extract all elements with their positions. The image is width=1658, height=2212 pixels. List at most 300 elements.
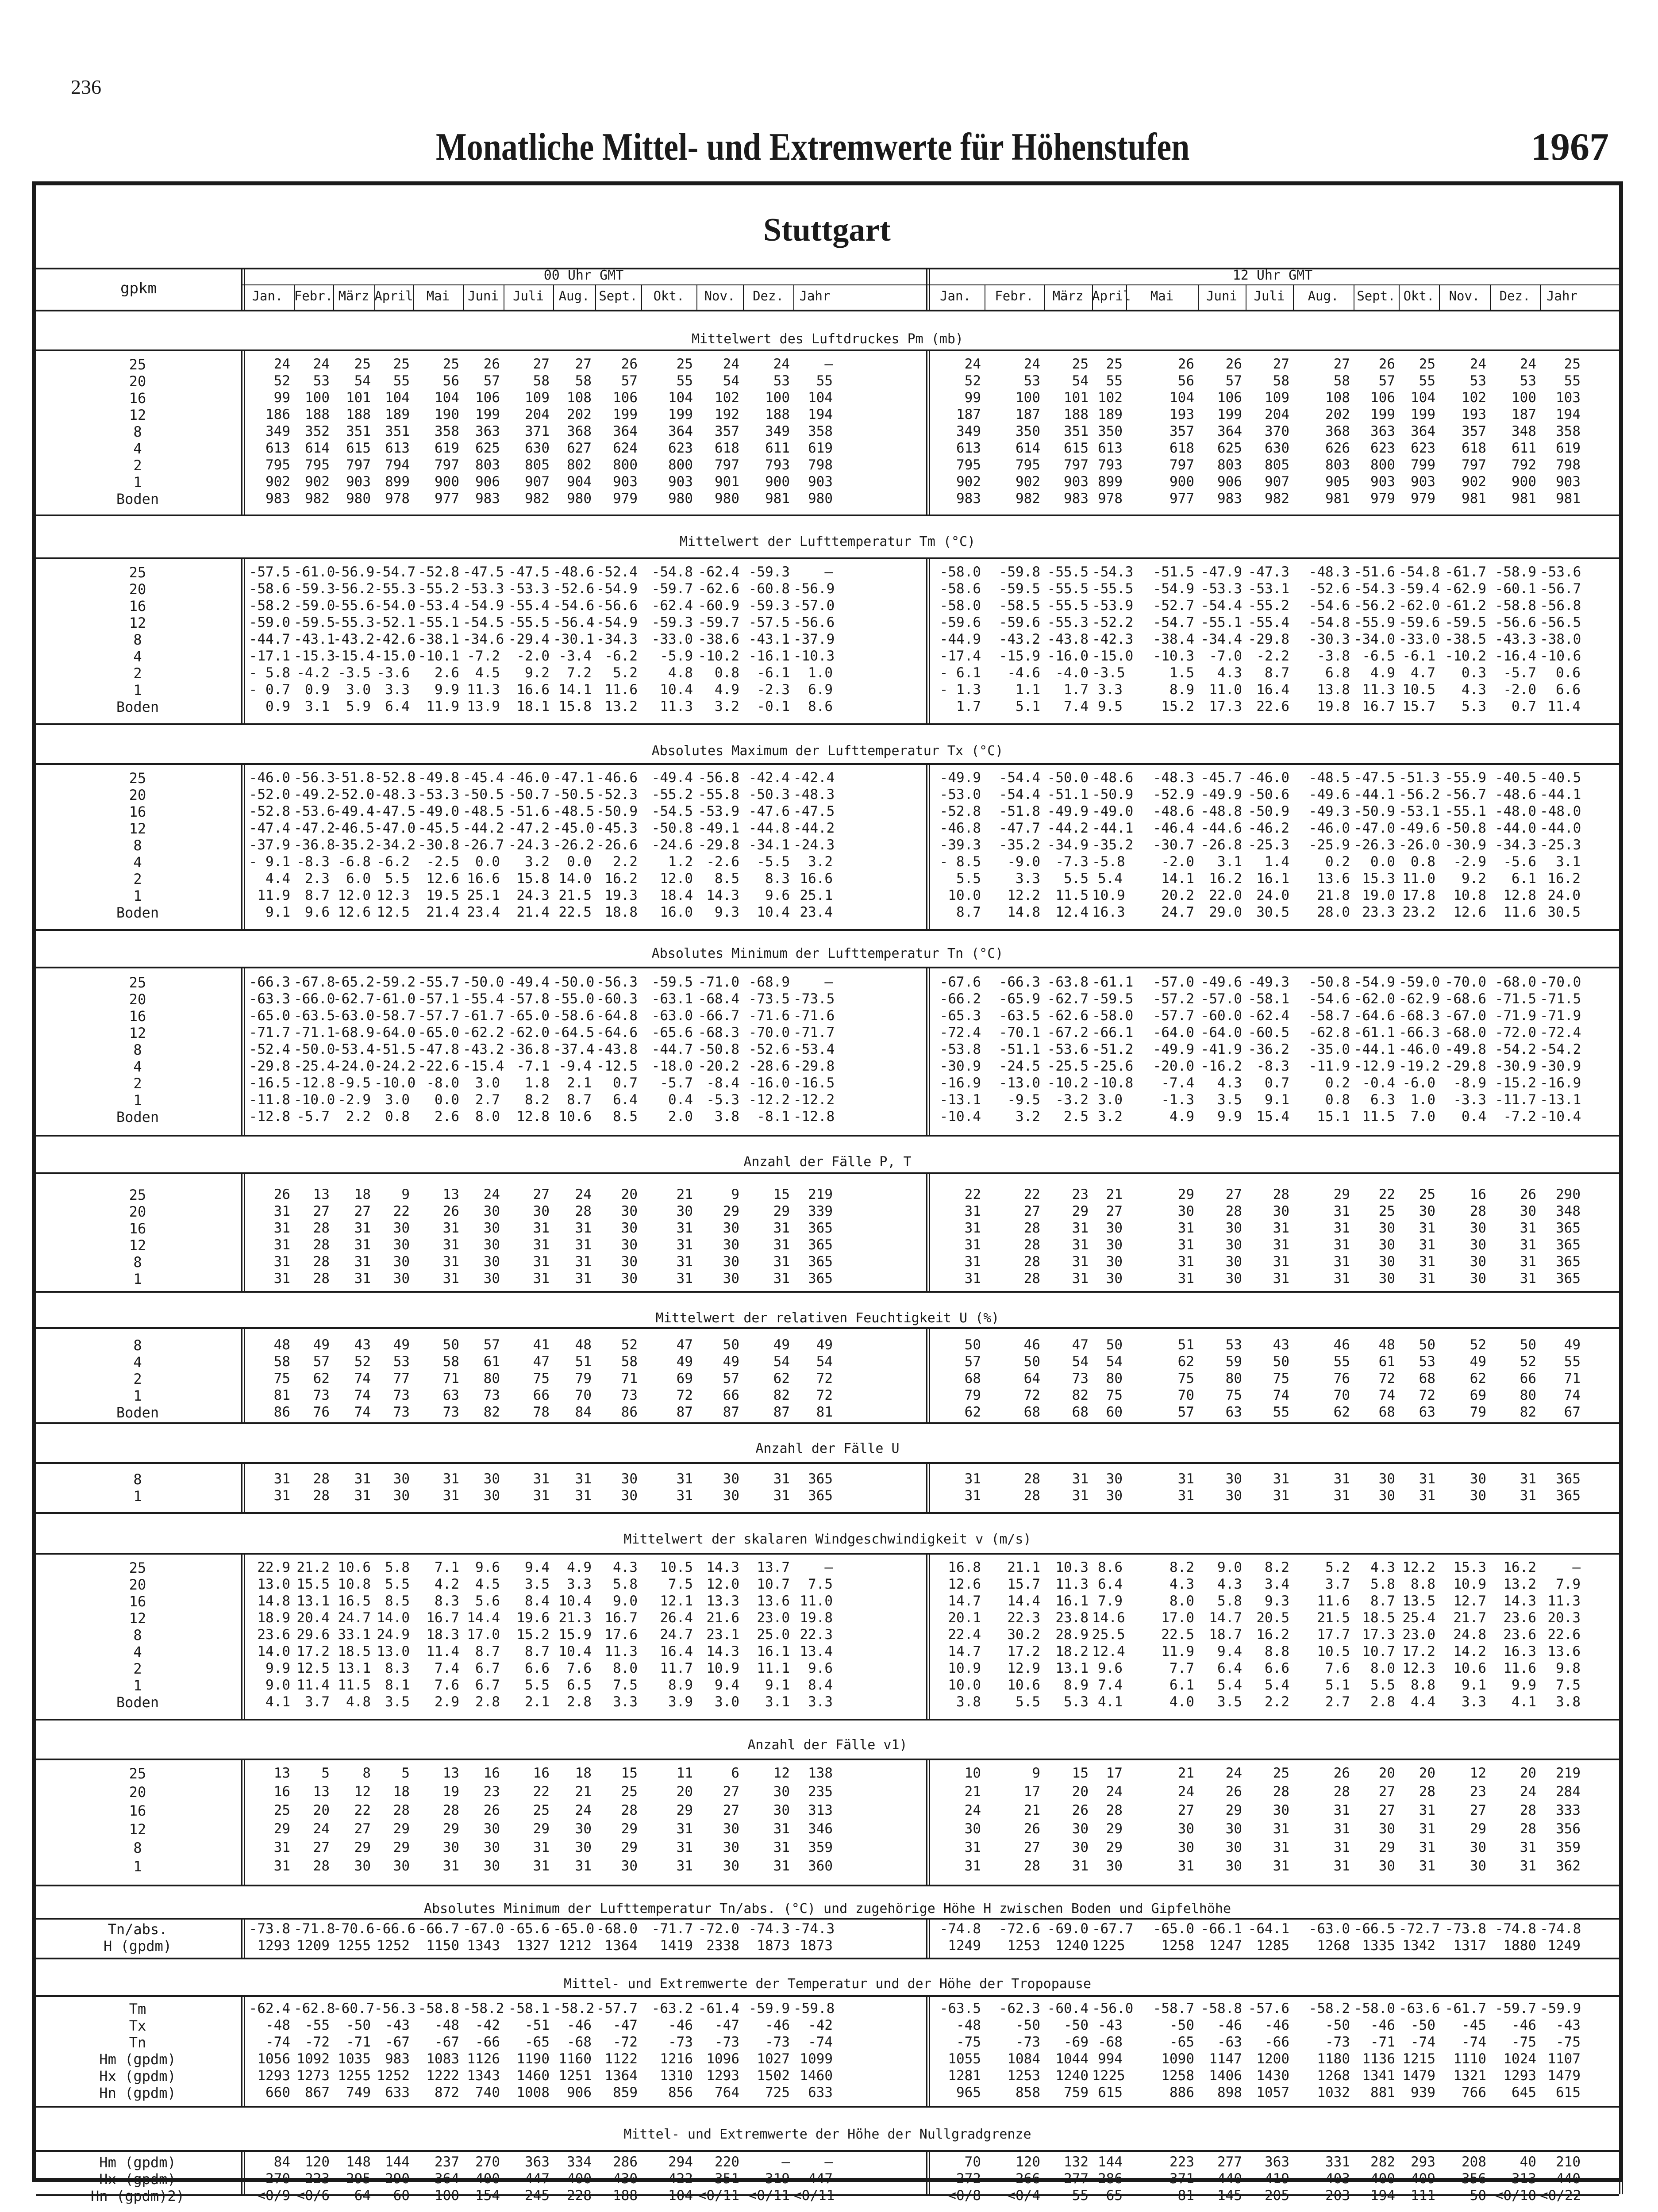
table-cell: 19.8 (1317, 699, 1350, 714)
table-cell: 22.0 (1209, 887, 1242, 903)
table-cell: 28 (1333, 1784, 1350, 1800)
table-cell: -15.2 (1495, 1075, 1536, 1091)
table-cell: 20 (1072, 1784, 1089, 1800)
table-cell: 50 (442, 1337, 459, 1353)
table-cell: -9.5 (338, 1075, 371, 1091)
table-cell: 7.9 (1098, 1593, 1123, 1609)
table-cell: -51.5 (374, 1041, 416, 1057)
table-cell: 626 (1325, 440, 1350, 456)
row-label: 16 (129, 598, 146, 614)
table-cell: 1249 (1547, 1938, 1581, 1954)
table-cell: 23.6 (257, 1627, 290, 1643)
table-cell: 30 (1378, 1821, 1395, 1837)
table-cell: -56.9 (793, 581, 835, 597)
table-cell: 24 (1520, 1784, 1536, 1800)
table-cell: 12 (773, 1765, 790, 1781)
row-label: 1 (133, 1271, 142, 1287)
table-cell: 27 (313, 1839, 330, 1855)
table-cell: 28 (1225, 1203, 1242, 1219)
table-cell: 8.9 (668, 1677, 693, 1693)
table-cell: 277 (1064, 2171, 1089, 2187)
table-cell: -57.1 (418, 991, 459, 1007)
table-cell: -30.1 (553, 631, 595, 647)
table-cell: 20 (1520, 1765, 1536, 1781)
table-cell: -44.2 (1047, 820, 1089, 836)
table-cell: 8 (362, 1765, 371, 1781)
table-cell: – (781, 2154, 790, 2170)
table-cell: 30 (483, 1839, 500, 1855)
table-cell: -54.9 (1153, 581, 1194, 597)
table-cell: 31 (273, 1839, 290, 1855)
table-cell: 30 (1106, 1271, 1123, 1286)
table-cell: 994 (1098, 2051, 1123, 2067)
table-cell: 5.4 (1217, 1677, 1242, 1693)
table-cell: -65 (1169, 2034, 1194, 2050)
table-cell: 31 (1520, 1488, 1536, 1504)
table-cell: -10.2 (1047, 1075, 1089, 1091)
table-cell: 619 (808, 440, 833, 456)
table-cell: 8.0 (1370, 1660, 1395, 1676)
table-cell: 9.1 (765, 1677, 790, 1693)
table-cell: 23.0 (757, 1610, 790, 1626)
table-cell: 978 (385, 491, 410, 507)
table-cell: 73 (313, 1387, 330, 1403)
table-cell: -69 (1064, 2034, 1089, 2050)
table-cell: -46.8 (939, 820, 981, 836)
table-cell: 12.0 (660, 871, 693, 887)
table-cell: 351 (385, 423, 410, 439)
table-cell: 12.5 (296, 1660, 330, 1676)
table-cell: -62.4 (651, 598, 693, 614)
table-cell: 16.3 (1092, 904, 1125, 920)
table-cell: 624 (613, 440, 638, 456)
table-cell: 22 (354, 1802, 371, 1818)
table-cell: 981 (1325, 491, 1350, 507)
table-cell: 30 (1225, 1237, 1242, 1253)
table-cell: 194 (808, 407, 833, 422)
table-cell: 3.3 (1462, 1694, 1486, 1710)
table-cell: 28 (1273, 1784, 1289, 1800)
table-cell: 79 (575, 1371, 592, 1386)
table-cell: 22.5 (558, 904, 592, 920)
table-cell: 2.3 (305, 871, 330, 887)
row-label: 16 (129, 1593, 146, 1610)
table-cell: 189 (385, 407, 410, 422)
table-cell: 1255 (338, 1938, 371, 1954)
table-cell: -16.1 (748, 648, 790, 664)
table-cell: 29 (676, 1802, 693, 1818)
table-cell: -43.3 (1495, 631, 1536, 647)
row-label: 4 (133, 854, 142, 871)
table-cell: -2.2 (1256, 648, 1289, 664)
table-cell: -46.0 (1248, 770, 1289, 786)
table-cell: 199 (1217, 407, 1242, 422)
row-label: Hx (gpdm) (99, 2068, 176, 2085)
table-cell: -65.2 (333, 974, 375, 990)
table-cell: 199 (1411, 407, 1435, 422)
table-cell: -59.5 (1445, 614, 1486, 630)
table-cell: 31 (533, 1237, 550, 1253)
month-header: Juli (1254, 288, 1285, 303)
table-cell: 1268 (1317, 1938, 1350, 1954)
table-cell: -56.6 (1495, 614, 1536, 630)
table-cell: -38.5 (1445, 631, 1486, 647)
table-cell: - 9.1 (249, 854, 290, 870)
table-cell: 63 (1225, 1404, 1242, 1420)
table-cell: 18.5 (338, 1644, 371, 1659)
table-cell: 12.3 (377, 887, 410, 903)
table-cell: 202 (1325, 407, 1350, 422)
table-cell: 3.0 (715, 1694, 739, 1710)
table-cell: 9.9 (265, 1660, 290, 1676)
table-cell: -53.0 (939, 787, 981, 803)
row-label: 1 (133, 474, 142, 491)
table-cell: 1107 (1547, 2051, 1581, 2067)
table-cell: 30 (483, 1237, 500, 1253)
table-cell: 31 (1177, 1237, 1194, 1253)
table-cell: 3.9 (668, 1694, 693, 1710)
month-header: Sept. (1357, 288, 1396, 303)
table-cell: 220 (715, 2154, 739, 2170)
table-cell: 15.3 (1453, 1559, 1486, 1575)
table-cell: 53 (1419, 1354, 1435, 1370)
table-cell: 18.7 (1209, 1627, 1242, 1643)
table-cell: -56.7 (1540, 581, 1581, 597)
table-cell: 2.1 (567, 1075, 592, 1091)
table-cell: -71.7 (651, 1921, 693, 1937)
table-cell: 797 (1064, 457, 1089, 473)
table-cell: 1240 (1055, 1938, 1089, 1954)
table-cell: 1.0 (808, 665, 833, 681)
table-cell: -25.5 (1047, 1058, 1089, 1074)
table-cell: -67.8 (294, 974, 335, 990)
table-cell: 17.8 (1402, 887, 1435, 903)
table-cell: 13.2 (1503, 1576, 1536, 1592)
table-cell: 0.0 (435, 1092, 459, 1108)
table-cell: 25 (1564, 356, 1581, 372)
table-cell: -7.2 (1503, 1109, 1536, 1125)
table-cell: 12.1 (660, 1593, 693, 1609)
table-cell: 228 (567, 2188, 592, 2204)
table-cell: 54 (354, 373, 371, 389)
table-cell: 1364 (604, 2068, 638, 2084)
table-cell: 10.9 (1453, 1576, 1486, 1592)
table-cell: -56.8 (698, 770, 739, 786)
table-cell: 64 (1023, 1371, 1040, 1386)
table-cell: -71.1 (294, 1025, 335, 1041)
row-label: Hn (gpdm)2) (91, 2188, 185, 2204)
table-cell: 30 (393, 1858, 410, 1874)
table-cell: 31 (575, 1471, 592, 1487)
table-cell: -57.7 (1153, 1008, 1194, 1024)
table-cell: -71.9 (1540, 1008, 1581, 1024)
table-cell: 73 (393, 1387, 410, 1403)
row-label: 12 (129, 820, 146, 837)
table-cell: -34.9 (1047, 837, 1089, 853)
table-cell: 348 (1556, 1203, 1581, 1219)
table-cell: -54.8 (1308, 614, 1350, 630)
table-cell: -6.1 (1402, 648, 1435, 664)
table-cell: -29.8 (793, 1058, 835, 1074)
table-cell: -68.3 (698, 1025, 739, 1041)
table-cell: 22.9 (257, 1559, 290, 1575)
table-cell: 55 (1564, 1354, 1581, 1370)
table-cell: -47.7 (999, 820, 1040, 836)
table-cell: 22 (964, 1187, 981, 1202)
table-cell: 907 (1265, 474, 1289, 490)
table-cell: 30 (723, 1220, 739, 1236)
table-cell: -16.9 (939, 1075, 981, 1091)
table-cell: 1251 (558, 2068, 592, 2084)
table-cell: 6.7 (475, 1677, 500, 1693)
table-cell: 8.0 (1169, 1593, 1194, 1609)
table-cell: 30 (1177, 1203, 1194, 1219)
table-cell: 9.1 (1462, 1677, 1486, 1693)
table-cell: 30.5 (1256, 904, 1289, 920)
table-cell: 28 (313, 1237, 330, 1253)
table-cell: -72.4 (939, 1025, 981, 1041)
table-cell: 194 (1370, 2188, 1395, 2204)
table-cell: 30 (1520, 1203, 1536, 1219)
table-cell: -68.4 (698, 991, 739, 1007)
table-cell: 11.4 (426, 1644, 459, 1659)
table-cell: 358 (1556, 423, 1581, 439)
table-cell: 319 (765, 2171, 790, 2187)
table-cell: 365 (808, 1471, 833, 1487)
table-cell: 795 (265, 457, 290, 473)
table-cell: 81 (273, 1387, 290, 1403)
table-cell: 187 (1016, 407, 1040, 422)
table-cell: -12.2 (748, 1092, 790, 1108)
table-cell: 31 (575, 1237, 592, 1253)
table-cell: -50 (1016, 2017, 1040, 2033)
table-cell: -54.7 (1153, 614, 1194, 630)
table-cell: 8.8 (1411, 1576, 1435, 1592)
table-cell: 55 (393, 373, 410, 389)
table-cell: 13 (313, 1784, 330, 1800)
table-cell: 12.8 (516, 1109, 550, 1125)
table-cell: 106 (1217, 390, 1242, 406)
table-cell: -52.1 (374, 614, 416, 630)
table-cell: -56.3 (596, 974, 638, 990)
table-cell: 24 (773, 356, 790, 372)
table-cell: 266 (1016, 2171, 1040, 2187)
rule-line (36, 1327, 1619, 1329)
table-cell: 31 (1333, 1237, 1350, 1253)
table-cell: 26 (1225, 356, 1242, 372)
table-cell: 6.4 (385, 699, 410, 714)
table-cell: 31 (676, 1271, 693, 1286)
table-cell: -25.6 (1092, 1058, 1134, 1074)
table-cell: 16.2 (1256, 1627, 1289, 1643)
table-cell: 28.9 (1055, 1627, 1089, 1643)
table-cell: 68 (1378, 1404, 1395, 1420)
table-cell: -59.0 (294, 598, 335, 614)
row-label: 8 (133, 631, 142, 648)
table-cell: 31 (1333, 1271, 1350, 1286)
table-cell: 3.8 (715, 1109, 739, 1125)
table-cell: 1327 (516, 1938, 550, 1954)
table-cell: -67.0 (463, 1921, 504, 1937)
table-cell: -2.0 (1503, 682, 1536, 698)
column-line (1619, 967, 1623, 1135)
table-cell: -54.0 (374, 598, 416, 614)
table-cell: 15.3 (1362, 871, 1395, 887)
table-cell: 19 (442, 1784, 459, 1800)
table-cell: 50 (1419, 1337, 1435, 1353)
table-cell: 23.2 (1402, 904, 1435, 920)
table-cell: 80 (1106, 1371, 1123, 1386)
table-cell: 1310 (660, 2068, 693, 2084)
table-cell: 0.0 (1370, 854, 1395, 870)
table-cell: 21 (1106, 1187, 1123, 1202)
table-cell: 899 (385, 474, 410, 490)
table-cell: 1090 (1161, 2051, 1194, 2067)
table-cell: -53.4 (333, 1041, 375, 1057)
table-cell: 8.0 (475, 1109, 500, 1125)
table-cell: 8.1 (385, 1677, 410, 1693)
table-cell: 350 (1098, 423, 1123, 439)
table-cell: -66.0 (294, 991, 335, 1007)
table-cell: 29 (621, 1821, 638, 1837)
table-cell: -58.6 (939, 581, 981, 597)
table-cell: 104 (1411, 390, 1435, 406)
table-cell: -51.8 (333, 770, 375, 786)
table-cell: 70 (575, 1387, 592, 1403)
table-cell: 30 (483, 1203, 500, 1219)
table-cell: 15 (621, 1765, 638, 1781)
table-cell: 983 (475, 491, 500, 507)
table-cell: 371 (1169, 2171, 1194, 2187)
table-cell: 17.2 (296, 1644, 330, 1659)
station-name: Stuttgart (763, 212, 891, 248)
table-cell: 31 (533, 1220, 550, 1236)
rule-line (241, 284, 1619, 285)
table-cell: -59.6 (999, 614, 1040, 630)
table-cell: 904 (567, 474, 592, 490)
table-cell: 805 (1265, 457, 1289, 473)
table-cell: 27 (723, 1784, 739, 1800)
table-cell: -68.0 (1495, 974, 1536, 990)
table-cell: 793 (765, 457, 790, 473)
table-cell: 1460 (800, 2068, 833, 2084)
row-label: Hm (gpdm) (99, 2154, 176, 2171)
table-cell: -0.4 (1362, 1075, 1395, 1091)
table-cell: 43 (1273, 1337, 1289, 1353)
table-cell: 31 (354, 1488, 371, 1504)
column-line (241, 1462, 245, 1512)
table-cell: 980 (567, 491, 592, 507)
table-cell: 1.4 (1265, 854, 1289, 870)
table-cell: 350 (1016, 423, 1040, 439)
table-cell: 14.6 (1092, 1610, 1125, 1626)
table-cell: 31 (575, 1858, 592, 1874)
table-cell: 7.9 (1556, 1576, 1581, 1592)
table-cell: 28 (313, 1858, 330, 1874)
table-cell: 12.3 (1402, 1660, 1435, 1676)
table-cell: -58.6 (553, 1008, 595, 1024)
table-cell: 8.5 (385, 1593, 410, 1609)
table-cell: 358 (808, 423, 833, 439)
table-cell: 3.2 (1016, 1109, 1040, 1125)
table-cell: -50.6 (1248, 787, 1289, 803)
table-cell: -72.4 (1540, 1025, 1581, 1041)
table-cell: 30 (1225, 1471, 1242, 1487)
table-cell: 102 (715, 390, 739, 406)
table-cell: 365 (808, 1237, 833, 1253)
table-cell: 1055 (948, 2051, 981, 2067)
table-cell: 4.7 (1411, 665, 1435, 681)
table-cell: -64.6 (1354, 1008, 1395, 1024)
table-cell: 31 (1177, 1254, 1194, 1270)
table-cell: 82 (773, 1387, 790, 1403)
table-cell: 419 (1265, 2171, 1289, 2187)
table-cell: -3.6 (377, 665, 410, 681)
table-cell: -54.6 (553, 598, 595, 614)
table-cell: 79 (1470, 1404, 1486, 1420)
table-cell: 27 (313, 1203, 330, 1219)
table-cell: 52 (964, 373, 981, 389)
table-cell: 54 (1072, 1354, 1089, 1370)
table-cell: 1024 (1503, 2051, 1536, 2067)
table-cell: 430 (613, 2171, 638, 2187)
table-cell: 29 (533, 1821, 550, 1837)
table-cell: 11.9 (1161, 1644, 1194, 1659)
table-cell: -59.6 (939, 614, 981, 630)
table-cell: -55.5 (1047, 598, 1089, 614)
table-cell: -48.3 (1308, 564, 1350, 580)
table-cell: 30 (621, 1488, 638, 1504)
table-cell: -30.9 (1445, 837, 1486, 853)
table-cell: 11.5 (338, 1677, 371, 1693)
table-cell: 3.5 (1217, 1694, 1242, 1710)
table-cell: 74 (354, 1387, 371, 1403)
table-cell: -44.8 (748, 820, 790, 836)
table-cell: -67.6 (939, 974, 981, 990)
header-12utc: 12 Uhr GMT (1232, 268, 1313, 283)
table-cell: -66 (475, 2034, 500, 2050)
table-cell: 15.8 (558, 699, 592, 714)
table-cell: 31 (533, 1839, 550, 1855)
table-cell: 907 (525, 474, 550, 490)
table-cell: 1240 (1055, 2068, 1089, 2084)
table-cell: -6.5 (1362, 648, 1395, 664)
table-cell: -26.2 (553, 837, 595, 853)
table-cell: 1317 (1453, 1938, 1486, 1954)
table-cell: 10.7 (1362, 1644, 1395, 1659)
table-cell: 9.0 (613, 1593, 638, 1609)
table-cell: 1225 (1092, 2068, 1125, 2084)
table-cell: 12 (354, 1784, 371, 1800)
table-cell: -63.5 (939, 2001, 981, 2016)
row-label: Tm (129, 2001, 146, 2017)
table-cell: 630 (1265, 440, 1289, 456)
table-cell: 3.8 (956, 1694, 981, 1710)
table-cell: 30 (1470, 1839, 1486, 1855)
table-cell: 14.1 (1161, 871, 1194, 887)
table-cell: 10.9 (948, 1660, 981, 1676)
table-cell: -74.3 (748, 1921, 790, 1937)
table-cell: -50.8 (651, 820, 693, 836)
table-cell: 614 (1016, 440, 1040, 456)
table-cell: -57.5 (748, 614, 790, 630)
table-cell: 5.5 (385, 1576, 410, 1592)
table-cell: 633 (808, 2085, 833, 2101)
table-cell: -73 (668, 2034, 693, 2050)
table-cell: 284 (1556, 1784, 1581, 1800)
table-cell: 31 (575, 1220, 592, 1236)
table-cell: 6.6 (1265, 1660, 1289, 1676)
